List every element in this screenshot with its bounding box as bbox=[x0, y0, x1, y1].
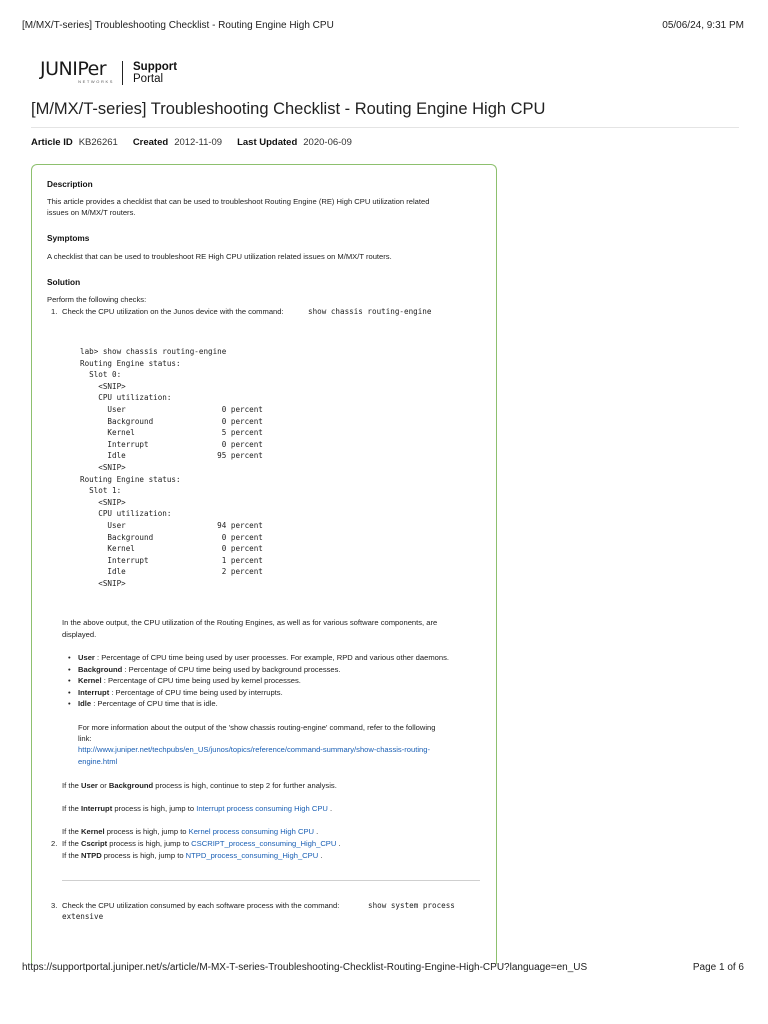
text-fragment: If the bbox=[62, 781, 81, 790]
logo-portal: Portal bbox=[133, 73, 164, 85]
cpu-field-list bbox=[68, 652, 449, 710]
section-divider bbox=[62, 880, 480, 881]
cscript-process-link[interactable]: CSCRIPT_process_consuming_High_CPU bbox=[191, 839, 337, 848]
text-fragment: process is high, continue to step 2 for further analysis. bbox=[153, 781, 337, 790]
logo-wordmark: JUNIPer bbox=[40, 58, 107, 80]
step-1-command: show chassis routing-engine bbox=[308, 307, 432, 316]
text-fragment: . bbox=[318, 851, 323, 860]
step-1-number: 1. bbox=[51, 307, 58, 316]
term-interrupt: Interrupt bbox=[81, 804, 113, 813]
text-fragment: process is high, jump to bbox=[101, 851, 186, 860]
list-item bbox=[68, 687, 449, 699]
step-2-number: 2. bbox=[51, 839, 58, 848]
more-info-line-1: For more information about the output of the 'show chassis routing-engine' command, refer to the following bbox=[78, 723, 436, 732]
if-ntpd bbox=[62, 850, 322, 862]
term-kernel: Kernel bbox=[81, 827, 105, 836]
support-portal-label bbox=[133, 61, 177, 85]
above-output-line-2: displayed. bbox=[62, 630, 97, 639]
description-line-1: This article provides a checklist that can be used to troubleshoot Routing Engine (RE) High CPU utilization related bbox=[47, 197, 430, 206]
if-kernel bbox=[62, 826, 318, 838]
logo-networks: NETWORKS bbox=[78, 79, 114, 84]
text-fragment: If the bbox=[62, 839, 81, 848]
title-divider bbox=[31, 127, 739, 128]
ntpd-process-link[interactable]: NTPD_process_consuming_High_CPU bbox=[185, 851, 319, 860]
created-value: 2012-11-09 bbox=[174, 137, 223, 148]
symptoms-text: A checklist that can be used to troubleshoot RE High CPU utilization related issues on M/MX/T routers. bbox=[47, 252, 392, 261]
print-header-datetime: 05/06/24, 9:31 PM bbox=[662, 20, 744, 31]
bullet-term: Interrupt bbox=[78, 687, 110, 697]
text-fragment: process is high, jump to bbox=[104, 827, 189, 836]
article-title: [M/MX/T-series] Troubleshooting Checklist - Routing Engine High CPU bbox=[31, 100, 546, 118]
bullet-term: Background bbox=[78, 664, 123, 674]
juniper-logo bbox=[40, 60, 114, 86]
term-ntpd: NTPD bbox=[81, 851, 102, 860]
description-line-2: issues on M/MX/T routers. bbox=[47, 208, 136, 217]
term-user: User bbox=[81, 781, 98, 790]
article-meta bbox=[31, 137, 361, 148]
kernel-process-link[interactable]: Kernel process consuming High CPU bbox=[188, 827, 314, 836]
juniper-support-portal-logo[interactable] bbox=[40, 60, 177, 86]
interrupt-process-link[interactable]: Interrupt process consuming High CPU bbox=[196, 804, 328, 813]
if-user-background bbox=[62, 780, 337, 792]
step-3-number: 3. bbox=[51, 901, 58, 910]
bullet-desc: : Percentage of CPU time being used by background processes. bbox=[122, 664, 341, 674]
list-item bbox=[68, 675, 449, 687]
term-background: Background bbox=[108, 781, 154, 790]
text-fragment: or bbox=[97, 781, 109, 790]
show-chassis-doc-link[interactable] bbox=[78, 744, 430, 756]
bullet-desc: : Percentage of CPU time being used by interrupts. bbox=[109, 687, 283, 697]
article-id-value: KB26261 bbox=[78, 137, 118, 148]
solution-heading: Solution bbox=[47, 277, 81, 287]
bullet-term: User bbox=[78, 653, 95, 662]
list-item bbox=[68, 698, 449, 710]
text-fragment: . bbox=[336, 839, 341, 848]
print-header-title: [M/MX/T-series] Troubleshooting Checklist - Routing Engine High CPU bbox=[22, 20, 334, 31]
text-fragment: process is high, jump to bbox=[112, 804, 197, 813]
bullet-desc: : Percentage of CPU time that is idle. bbox=[91, 699, 218, 708]
print-footer bbox=[22, 962, 744, 973]
article-id-label: Article ID bbox=[31, 137, 73, 148]
more-info-line-2: link: bbox=[78, 734, 92, 743]
if-cscript bbox=[62, 838, 341, 850]
logo-support: Support bbox=[133, 61, 178, 73]
text-fragment: process is high, jump to bbox=[107, 839, 192, 848]
show-chassis-doc-link-cont[interactable]: engine.html bbox=[78, 757, 118, 766]
text-fragment: . bbox=[314, 827, 319, 836]
step-3-text: Check the CPU utilization consumed by each software process with the command: bbox=[62, 901, 340, 910]
last-updated-value: 2020-06-09 bbox=[303, 137, 352, 148]
description-heading: Description bbox=[47, 179, 93, 189]
list-item bbox=[68, 664, 449, 676]
step-1-text: Check the CPU utilization on the Junos device with the command: bbox=[62, 307, 284, 316]
text-fragment: If the bbox=[62, 851, 81, 860]
last-updated-label: Last Updated bbox=[237, 137, 298, 148]
bullet-term: Kernel bbox=[78, 676, 102, 685]
doc-link-line-1[interactable]: http://www.juniper.net/techpubs/en_US/junos/topics/reference/command-summary/show-chassis-routing- bbox=[78, 745, 431, 754]
text-fragment: If the bbox=[62, 827, 81, 836]
solution-intro: Perform the following checks: bbox=[47, 295, 147, 304]
logo-divider bbox=[122, 61, 123, 85]
bullet-desc: : Percentage of CPU time being used by user processes. For example, RPD and various other daemons. bbox=[94, 653, 450, 662]
symptoms-heading: Symptoms bbox=[47, 233, 90, 243]
print-header bbox=[22, 20, 744, 31]
text-fragment: If the bbox=[62, 804, 81, 813]
bullet-term: Idle bbox=[78, 699, 92, 708]
print-footer-page: Page 1 of 6 bbox=[692, 962, 744, 973]
cli-output-block: lab> show chassis routing-engine Routing Engine status: Slot 0: <SNIP> CPU utilization: User 0 percent Background 0 percent Kernel 5 percent Interrupt 0 percent Idle 95 percent <SNIP> Routing Engine status: Slot 1: <SNIP> CPU utilization: User 94 percent Background 0 percent Kernel 0 percent Interrupt 1 percent Idle 2 percent <SNIP> bbox=[80, 347, 263, 588]
term-cscript: Cscript bbox=[81, 839, 108, 848]
created-label: Created bbox=[132, 137, 169, 148]
bullet-desc: : Percentage of CPU time being used by kernel processes. bbox=[101, 676, 301, 685]
step-3-command-cont: extensive bbox=[62, 912, 104, 921]
print-footer-url: https://supportportal.juniper.net/s/article/M-MX-T-series-Troubleshooting-Checklist-Routing-Engine-High-CPU?language=en_US bbox=[22, 962, 588, 973]
list-item bbox=[68, 652, 449, 664]
if-interrupt bbox=[62, 803, 332, 815]
step-3-command: show system process bbox=[368, 901, 455, 910]
above-output-line-1: In the above output, the CPU utilization of the Routing Engines, as well as for various software components, are bbox=[62, 618, 438, 627]
text-fragment: . bbox=[327, 804, 333, 813]
